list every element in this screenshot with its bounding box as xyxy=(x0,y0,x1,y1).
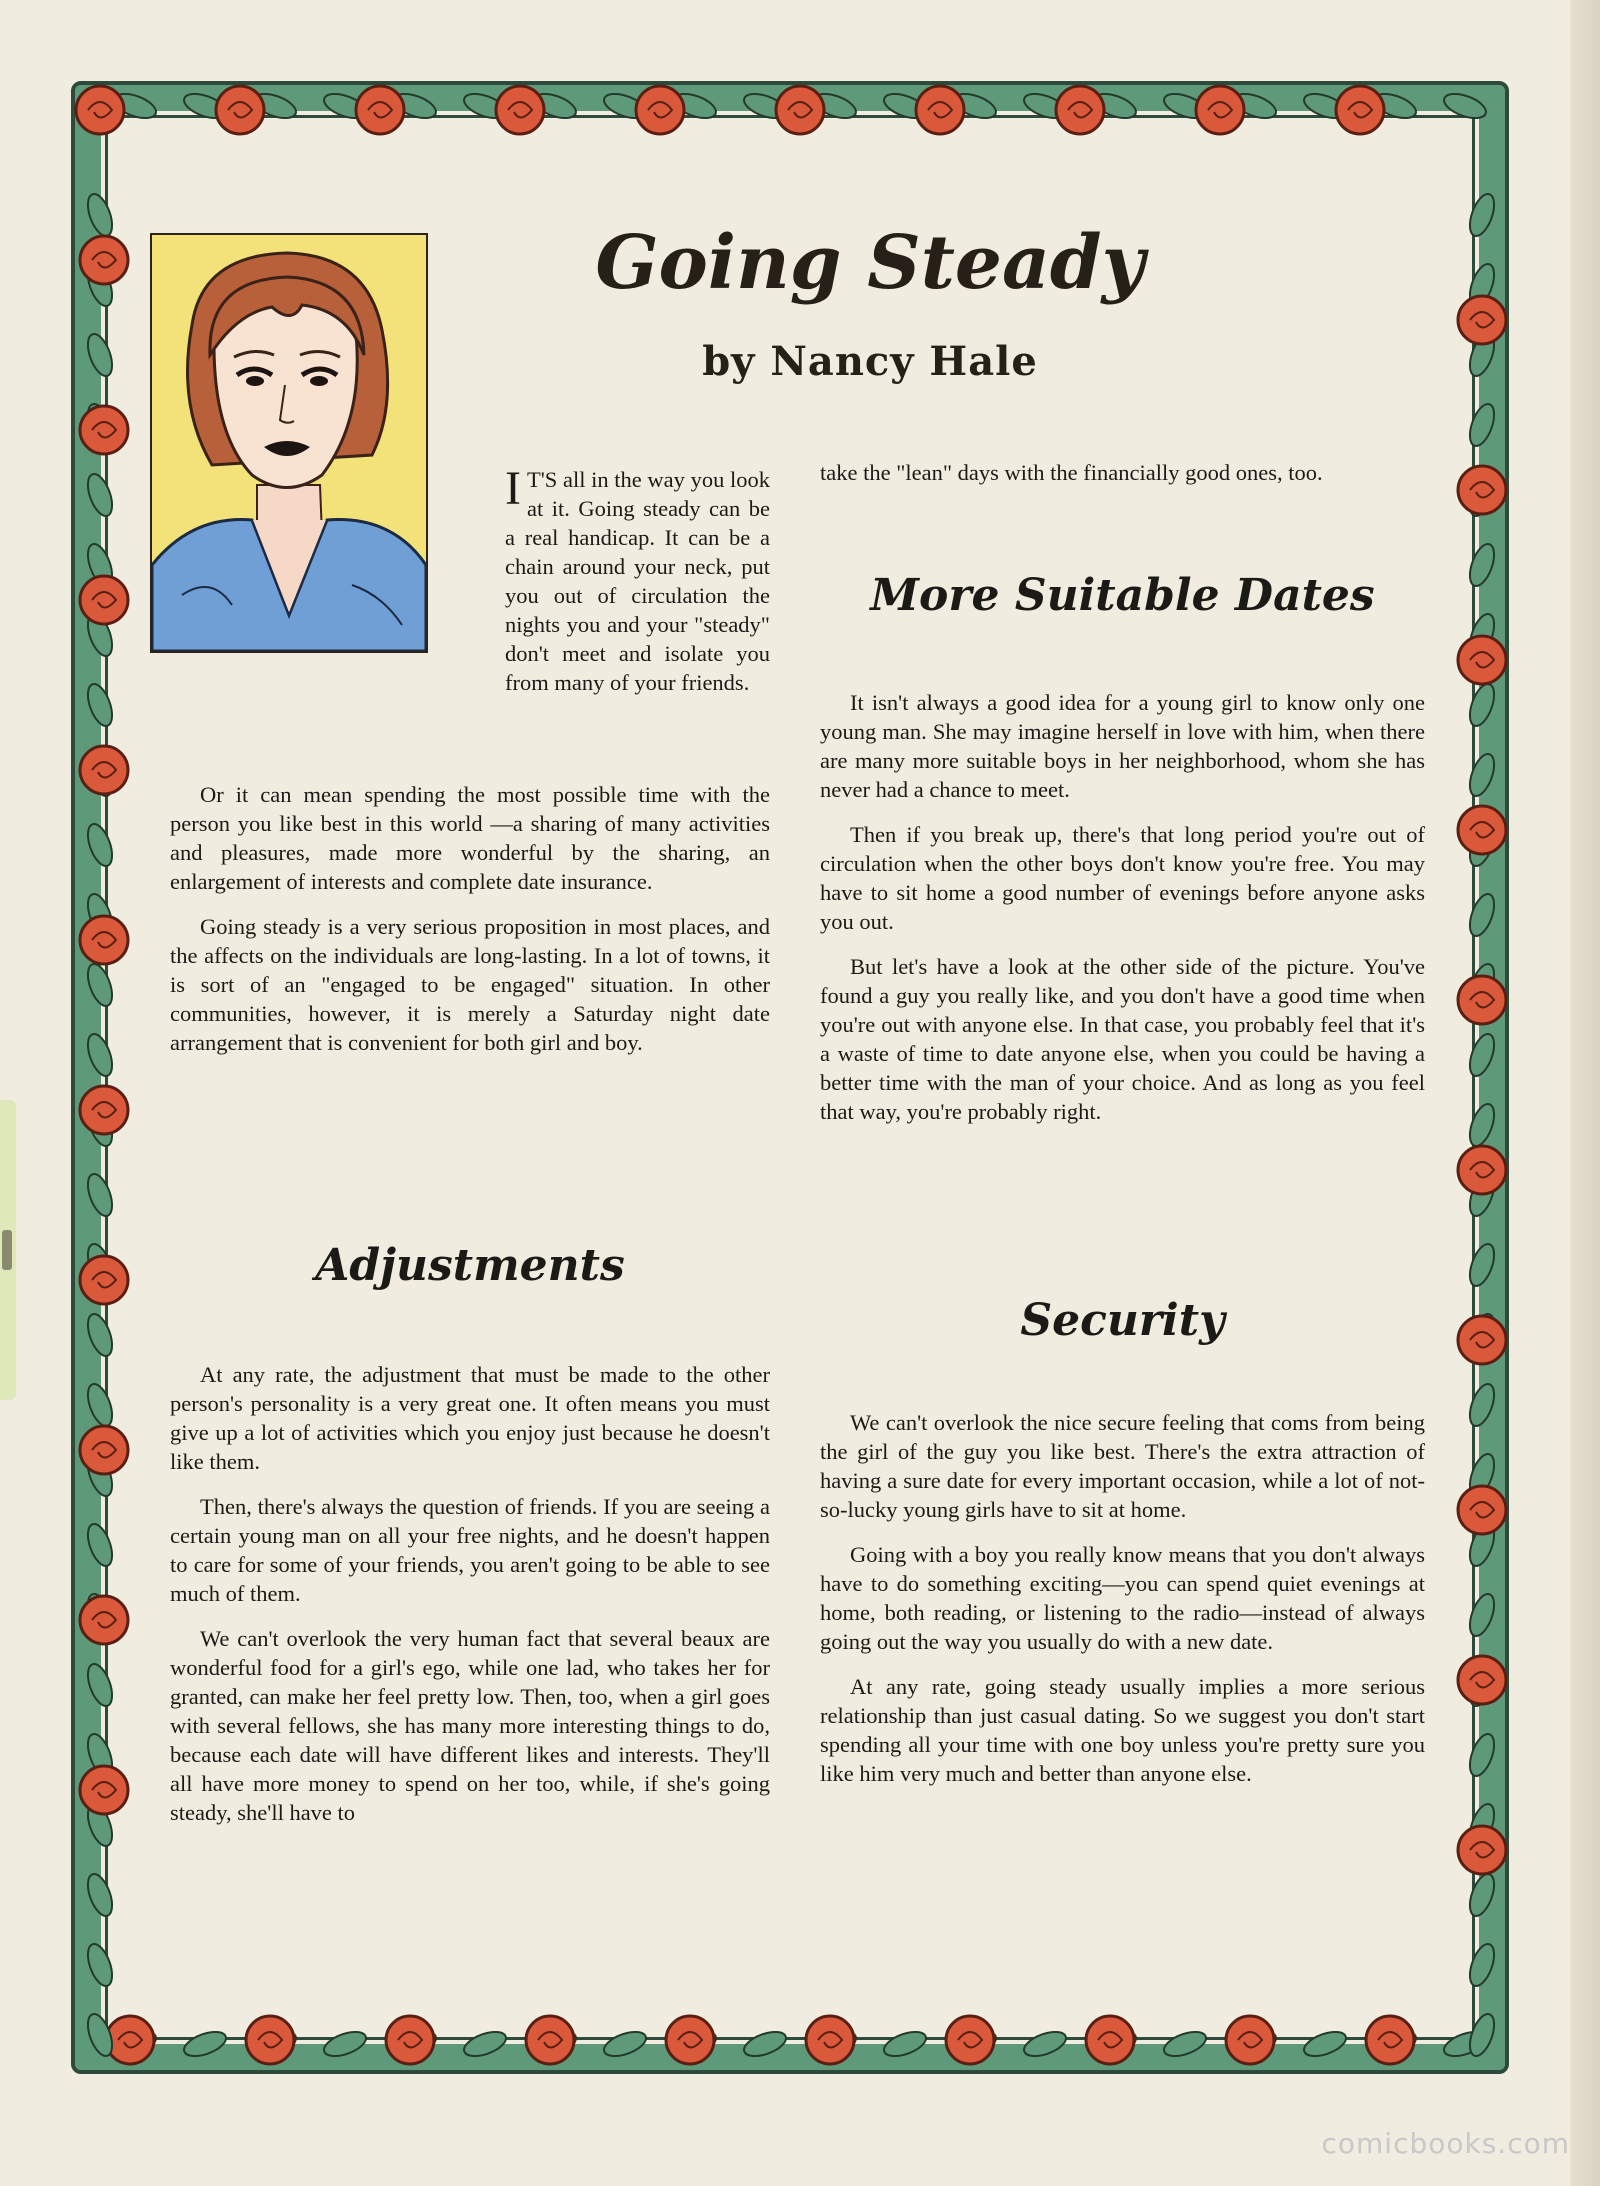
rose-icon xyxy=(916,86,964,134)
paragraph: Then, there's always the question of friends. If you are seeing a certain young man on all your free nights, and he doesn't happen to care for some of your friends, you aren't going to be able to see much of them. xyxy=(170,1494,770,1606)
rose-icon xyxy=(1458,1826,1506,1874)
right-column-middle xyxy=(820,688,1425,1142)
leaf-icon xyxy=(83,191,117,239)
leaf-icon xyxy=(1465,1381,1499,1429)
rose-icon xyxy=(1458,1656,1506,1704)
paragraph: At any rate, going steady usually implies a more serious relationship than just casual dating. So we suggest you don't start spending all your time with one boy unless you're pretty sure you like him very much and better than anyone else. xyxy=(820,1674,1425,1786)
rose-icon xyxy=(1056,86,1104,134)
rose-icon xyxy=(636,86,684,134)
leaf-icon xyxy=(83,331,117,379)
leaf-icon xyxy=(1021,2027,1069,2061)
leaf-icon xyxy=(1465,681,1499,729)
watermark: comicbooks.com xyxy=(1321,2127,1570,2160)
leaf-icon xyxy=(83,961,117,1009)
leaf-icon xyxy=(1465,1941,1499,1989)
rose-icon xyxy=(1458,1146,1506,1194)
leaf-icon xyxy=(1465,1871,1499,1919)
rose-icon xyxy=(666,2016,714,2064)
paragraph: We can't overlook the nice secure feeling that coms from being the girl of the guy you like best. There's the extra attraction of having a sure date for every important occasion, while a lot of not-so-lucky young girls have to sit at home. xyxy=(820,1410,1425,1522)
paragraph: take the "lean" days with the financially good ones, too. xyxy=(820,460,1323,485)
paragraph: It isn't always a good idea for a young girl to know only one young man. She may imagine herself in love with him, when there are many more suitable boys in her neighborhood, whom she has never had a chance to meet. xyxy=(820,690,1425,802)
left-column-lower xyxy=(170,1360,770,1843)
rose-icon xyxy=(1226,2016,1274,2064)
leaf-icon xyxy=(741,2027,789,2061)
rose-icon xyxy=(1336,86,1384,134)
leaf-icon xyxy=(461,2027,509,2061)
intro-text: T'S all in the way you look at it. Going steady can be a real handicap. It can be a chain around your neck, put you out of circulation the nights you and your "steady" don't meet and isolate you from many of your friends. xyxy=(505,467,770,695)
leaf-icon xyxy=(1465,751,1499,799)
paragraph: At any rate, the adjustment that must be made to the other person's personality is a very great one. It often means you must give up a lot of activities which you enjoy just because he doesn't like them. xyxy=(170,1362,770,1474)
rose-icon xyxy=(1196,86,1244,134)
rose-icon xyxy=(526,2016,574,2064)
rose-icon xyxy=(80,1766,128,1814)
rose-icon xyxy=(80,406,128,454)
paragraph: We can't overlook the very human fact that several beaux are wonderful food for a girl's ego, while one lad, who takes her for granted, can make her feel pretty low. Then, too, when a girl goes with several fellows, she has many more interesting things to do, because each date will have different likes and interests. They'll all have more money to spend on her too, while, if she's going steady, she'll have to xyxy=(170,1626,770,1825)
leaf-icon xyxy=(1441,89,1489,123)
rose-icon xyxy=(806,2016,854,2064)
leaf-icon xyxy=(1465,1031,1499,1079)
rose-icon xyxy=(1366,2016,1414,2064)
leaf-icon xyxy=(83,1661,117,1709)
rose-icon xyxy=(946,2016,994,2064)
right-column-lower xyxy=(820,1408,1425,1804)
leaf-icon xyxy=(1301,2027,1349,2061)
leaf-icon xyxy=(83,1381,117,1429)
leaf-icon xyxy=(83,1871,117,1919)
paragraph: But let's have a look at the other side of the picture. You've found a guy you really like, and you don't have a good time when you're out with anyone else. In that case, you probably feel that it's a waste of time to date anyone else, when you could be having a better time with the man of your choice. And as long as you feel that way, you're probably right. xyxy=(820,954,1425,1124)
leaf-icon xyxy=(1161,2027,1209,2061)
paragraph: Or it can mean spending the most possible time with the person you like best in this world —a sharing of many activities and pleasures, made more wonderful by the sharing, an enlargement of interests and complete date insurance. xyxy=(170,782,770,894)
leaf-icon xyxy=(83,821,117,869)
article-title: Going Steady xyxy=(595,220,1145,306)
leaf-icon xyxy=(83,1311,117,1359)
rose-icon xyxy=(1458,1486,1506,1534)
leaf-icon xyxy=(1465,891,1499,939)
leaf-icon xyxy=(1465,1591,1499,1639)
paragraph: Then if you break up, there's that long period you're out of circulation when the other boys don't know you're free. You may have to sit home a good number of evenings before anyone asks you out. xyxy=(820,822,1425,934)
left-column-intro xyxy=(505,462,770,713)
rose-icon xyxy=(1458,1316,1506,1364)
leaf-icon xyxy=(1465,541,1499,589)
rose-icon xyxy=(216,86,264,134)
leaf-icon xyxy=(181,2027,229,2061)
rose-icon xyxy=(80,746,128,794)
leaf-icon xyxy=(1465,1241,1499,1289)
leaf-icon xyxy=(83,1031,117,1079)
paragraph: Going steady is a very serious proposition in most places, and the affects on the individuals are long-lasting. In a lot of towns, it is sort of an "engaged to be engaged" situation. In other communities, however, it is merely a Saturday night date arrangement that is convenient for both girl and boy. xyxy=(170,914,770,1055)
left-column xyxy=(170,780,770,1073)
right-column-top xyxy=(820,458,1425,503)
leaf-icon xyxy=(881,2027,929,2061)
rose-icon xyxy=(356,86,404,134)
section-heading-adjustments: Adjustments xyxy=(315,1240,625,1291)
rose-icon xyxy=(106,2016,154,2064)
rose-icon xyxy=(80,576,128,624)
leaf-icon xyxy=(83,1521,117,1569)
rose-icon xyxy=(1458,296,1506,344)
rose-icon xyxy=(1458,466,1506,514)
section-heading-more-suitable-dates: More Suitable Dates xyxy=(870,570,1375,621)
rose-icon xyxy=(80,1426,128,1474)
leaf-icon xyxy=(83,681,117,729)
leaf-icon xyxy=(601,2027,649,2061)
rose-icon xyxy=(80,1086,128,1134)
rose-icon xyxy=(776,86,824,134)
rose-icon xyxy=(386,2016,434,2064)
rose-icon xyxy=(80,236,128,284)
paragraph: Going with a boy you really know means that you don't always have to do something exciting—you can spend quiet evenings at home, both reading, or listening to the radio—instead of always going out the way you usually do with a new date. xyxy=(820,1542,1425,1654)
rose-icon xyxy=(80,1256,128,1304)
portrait-illustration xyxy=(150,233,428,653)
rose-icon xyxy=(76,86,124,134)
leaf-icon xyxy=(83,1941,117,1989)
section-heading-security: Security xyxy=(1020,1295,1225,1346)
intro-paragraph xyxy=(505,462,770,697)
rose-icon xyxy=(1458,636,1506,684)
leaf-icon xyxy=(321,2027,369,2061)
rose-icon xyxy=(80,1596,128,1644)
leaf-icon xyxy=(1465,401,1499,449)
rose-icon xyxy=(1458,976,1506,1024)
woman-portrait-icon xyxy=(152,235,426,651)
leaf-icon xyxy=(83,471,117,519)
drop-cap: I xyxy=(505,462,521,515)
leaf-icon xyxy=(83,1171,117,1219)
rose-icon xyxy=(80,916,128,964)
article-byline: by Nancy Hale xyxy=(702,338,1038,385)
leaf-icon xyxy=(1465,1101,1499,1149)
rose-icon xyxy=(1086,2016,1134,2064)
rose-icon xyxy=(1458,806,1506,854)
rose-icon xyxy=(496,86,544,134)
rose-icon xyxy=(246,2016,294,2064)
leaf-icon xyxy=(1465,1731,1499,1779)
leaf-icon xyxy=(1465,191,1499,239)
